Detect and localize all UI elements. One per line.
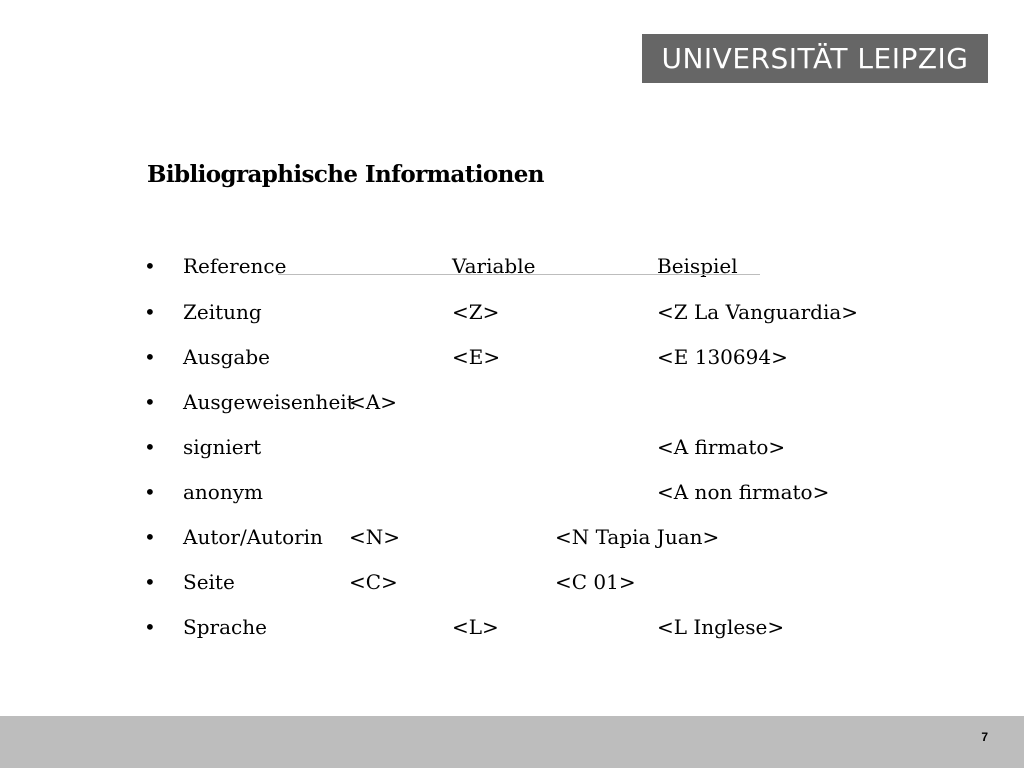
- field-example: <Z La Vanguardia>: [657, 300, 859, 324]
- field-example: <N Tapia Juan>: [555, 525, 720, 549]
- field-variable: <Z>: [452, 300, 500, 324]
- field-variable: <E>: [452, 345, 501, 369]
- field-label: Ausgabe: [183, 345, 270, 369]
- list-item: [0, 385, 1024, 419]
- field-variable: <L>: [452, 615, 499, 639]
- slide-title: Bibliographische Informationen: [147, 161, 544, 188]
- field-example: <E 130694>: [657, 345, 788, 369]
- bullet-icon: •: [144, 615, 156, 639]
- list-item: [0, 249, 1024, 283]
- bullet-icon: •: [144, 254, 156, 278]
- bullet-icon: •: [144, 435, 156, 459]
- field-label: Ausgeweisenheit: [183, 390, 355, 414]
- list-item: [0, 610, 1024, 644]
- field-label: anonym: [183, 480, 263, 504]
- bullet-icon: •: [144, 345, 156, 369]
- field-variable: <C>: [349, 570, 398, 594]
- field-variable: <A>: [349, 390, 397, 414]
- field-label: Sprache: [183, 615, 267, 639]
- field-example: Beispiel: [657, 254, 738, 278]
- page-number: 7: [981, 730, 988, 744]
- field-variable: Variable: [452, 254, 536, 278]
- list-item: [0, 565, 1024, 599]
- bullet-icon: •: [144, 525, 156, 549]
- field-example: <L Inglese>: [657, 615, 785, 639]
- bullet-icon: •: [144, 300, 156, 324]
- list-item: [0, 295, 1024, 329]
- bullet-icon: •: [144, 390, 156, 414]
- field-example: <A non firmato>: [657, 480, 830, 504]
- header-divider: [278, 274, 760, 275]
- field-label: Zeitung: [183, 300, 262, 324]
- field-example: <C 01>: [555, 570, 636, 594]
- list-item: [0, 520, 1024, 554]
- university-logo: UNIVERSITÄT LEIPZIG: [642, 34, 988, 83]
- field-label: Reference: [183, 254, 287, 278]
- field-variable: <N>: [349, 525, 401, 549]
- list-item: [0, 340, 1024, 374]
- field-example: <A firmato>: [657, 435, 786, 459]
- footer-bar: [0, 716, 1024, 768]
- list-item: [0, 430, 1024, 464]
- field-label: Seite: [183, 570, 235, 594]
- bullet-icon: •: [144, 570, 156, 594]
- field-label: Autor/Autorin: [183, 525, 323, 549]
- field-label: signiert: [183, 435, 262, 459]
- list-item: [0, 475, 1024, 509]
- bullet-icon: •: [144, 480, 156, 504]
